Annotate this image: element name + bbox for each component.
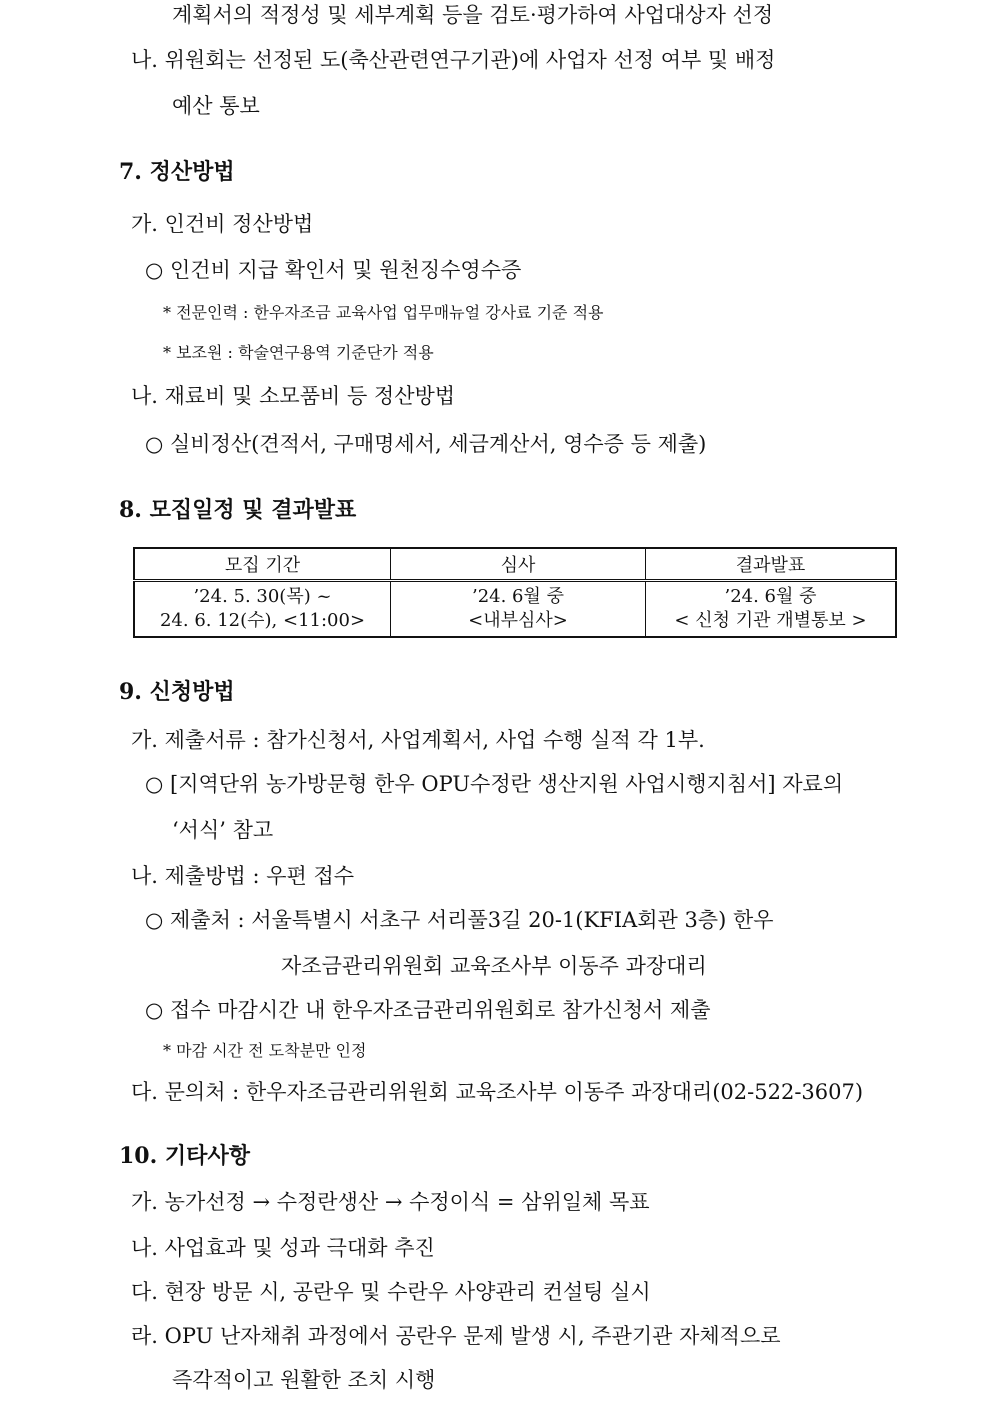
item-line: 가. 제출서류 : 참가신청서, 사업계획서, 사업 수행 실적 각 1부. <box>131 728 705 752</box>
bullet-line-cont: ‘서식’ 참고 <box>172 818 274 842</box>
paragraph-line: 예산 통보 <box>172 94 260 118</box>
section-10-title: 10. 기타사항 <box>119 1143 250 1169</box>
cell-line: <내부심사> <box>468 610 568 631</box>
paragraph-line: 나. 위원회는 선정된 도(축산관련연구기관)에 사업자 선정 여부 및 배정 <box>131 48 776 72</box>
note-line: * 보조원 : 학술연구용역 기준단가 적용 <box>163 343 434 362</box>
cell-line: 24. 6. 12(수), <11:00> <box>159 610 366 631</box>
bullet-line-cont: 자조금관리위원회 교육조사부 이동주 과장대리 <box>281 954 707 978</box>
table-header: 결과발표 <box>646 548 897 581</box>
item-line: 나. 제출방법 : 우편 접수 <box>131 864 355 888</box>
paragraph-line: 계획서의 적정성 및 세부계획 등을 검토·평가하여 사업대상자 선정 <box>172 3 774 27</box>
section-8-title: 8. 모집일정 및 결과발표 <box>119 497 357 523</box>
item-line-cont: 즉각적이고 원활한 조치 시행 <box>172 1368 436 1392</box>
cell-line: < 신청 기관 개별통보 > <box>674 610 867 631</box>
table-header: 모집 기간 <box>134 548 391 581</box>
section-7-title: 7. 정산방법 <box>119 159 235 185</box>
item-line: 라. OPU 난자채취 과정에서 공란우 문제 발생 시, 주관기관 자체적으로 <box>131 1324 781 1348</box>
cell-line: ’24. 5. 30(목) ~ <box>193 586 332 607</box>
item-line: 가. 농가선정 → 수정란생산 → 수정이식 = 삼위일체 목표 <box>131 1190 650 1214</box>
cell-line: ’24. 6월 중 <box>471 586 565 607</box>
table-cell <box>391 581 646 638</box>
bullet-line: ○ 제출처 : 서울특별시 서초구 서리풀3길 20-1(KFIA회관 3층) 한우 <box>145 908 774 932</box>
item-line: 다. 문의처 : 한우자조금관리위원회 교육조사부 이동주 과장대리(02-522-3607) <box>131 1080 864 1104</box>
item-line: 나. 사업효과 및 성과 극대화 추진 <box>131 1236 435 1260</box>
cell-line: ’24. 6월 중 <box>724 586 817 607</box>
table-cell <box>646 581 897 638</box>
section-9-title: 9. 신청방법 <box>119 679 235 705</box>
schedule-table <box>133 547 897 638</box>
bullet-line: ○ [지역단위 농가방문형 한우 OPU수정란 생산지원 사업시행지침서] 자료의 <box>145 772 844 796</box>
item-line: 다. 현장 방문 시, 공란우 및 수란우 사양관리 컨설팅 실시 <box>131 1280 651 1304</box>
bullet-line: ○ 실비정산(견적서, 구매명세서, 세금계산서, 영수증 등 제출) <box>145 432 707 456</box>
bullet-line: ○ 인건비 지급 확인서 및 원천징수영수증 <box>145 258 522 282</box>
note-line: * 마감 시간 전 도착분만 인정 <box>163 1041 367 1060</box>
table-cell <box>134 581 391 638</box>
note-line: * 전문인력 : 한우자조금 교육사업 업무매뉴얼 강사료 기준 적용 <box>163 303 604 322</box>
bullet-line: ○ 접수 마감시간 내 한우자조금관리위원회로 참가신청서 제출 <box>145 998 711 1022</box>
table-header: 심사 <box>391 548 646 581</box>
item-line: 가. 인건비 정산방법 <box>131 212 314 236</box>
item-line: 나. 재료비 및 소모품비 등 정산방법 <box>131 384 456 408</box>
